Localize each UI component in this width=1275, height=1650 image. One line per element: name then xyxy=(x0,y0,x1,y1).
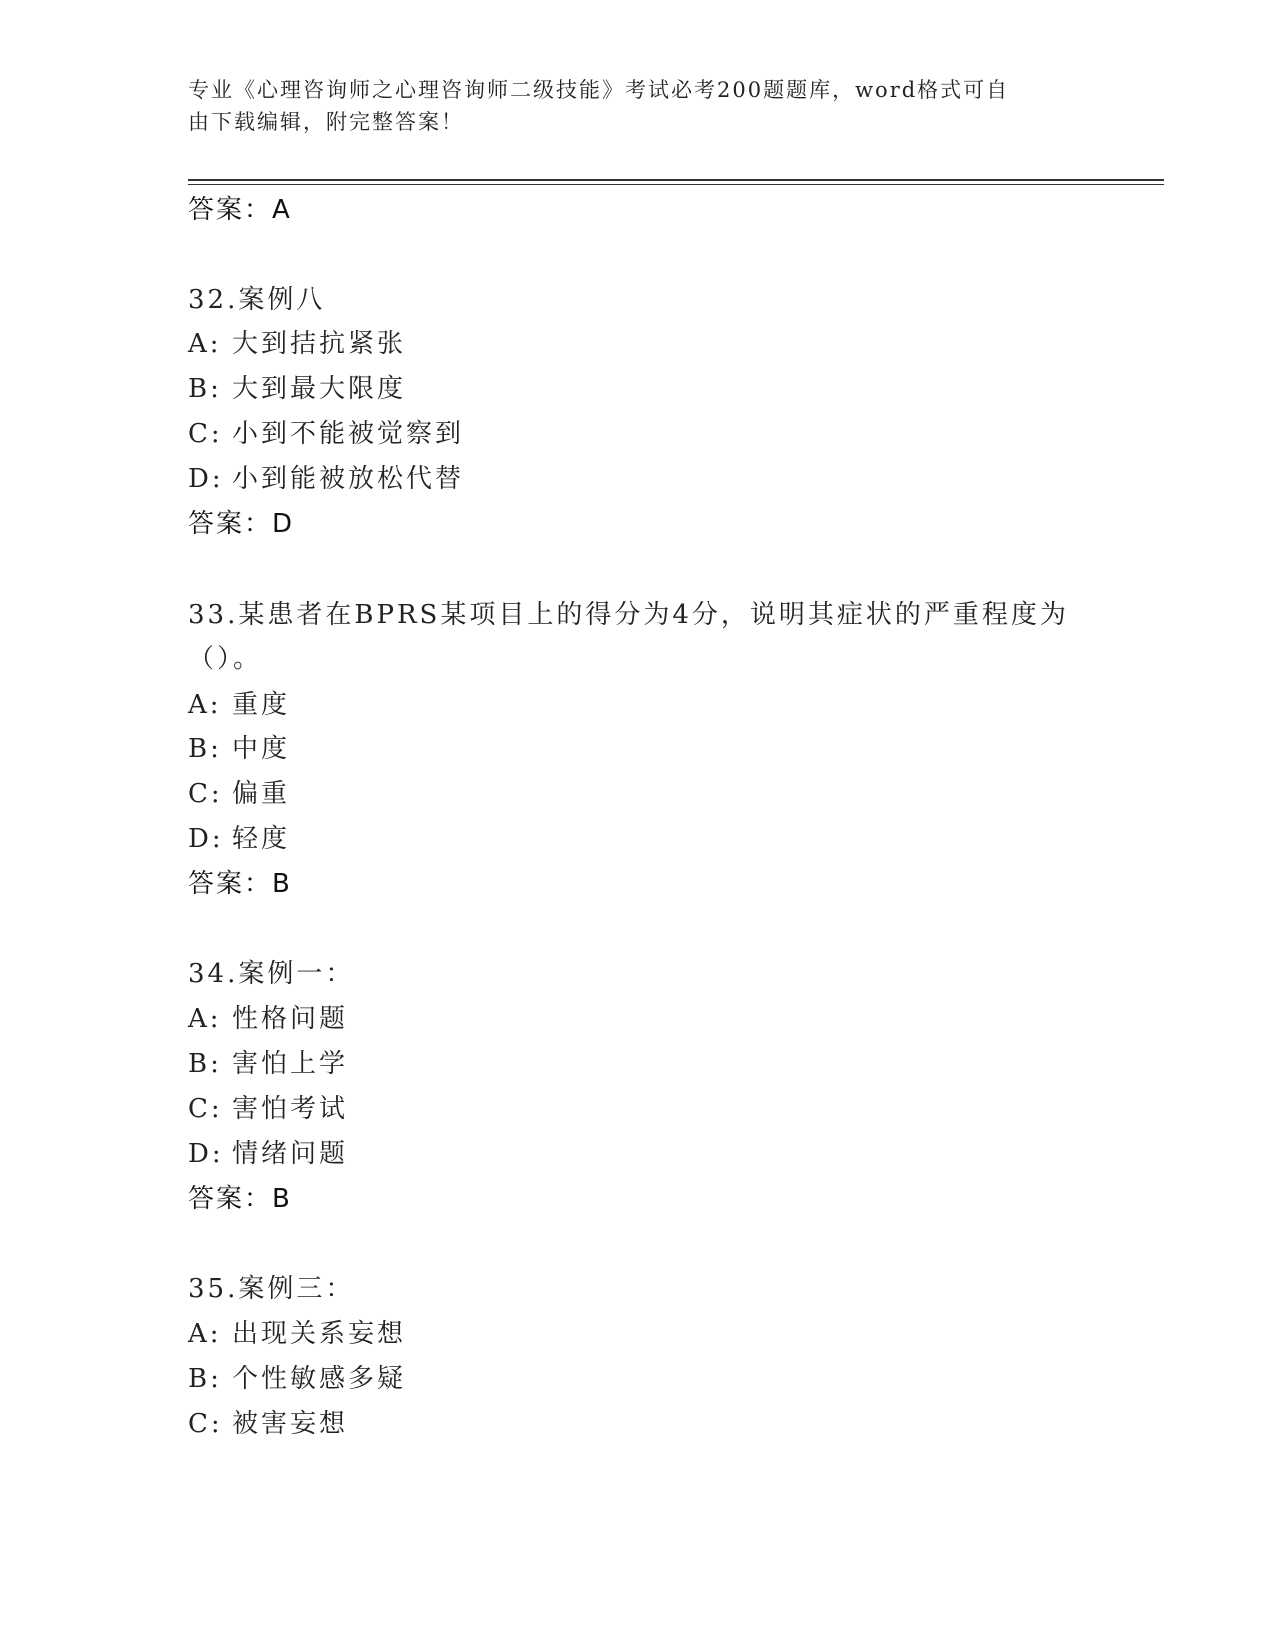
question-32-option-d xyxy=(188,462,464,496)
question-34-option-d xyxy=(188,1137,348,1171)
option-label: D: xyxy=(188,464,224,494)
option-label: A: xyxy=(188,690,222,720)
answer-32: 答案：D xyxy=(188,509,295,539)
question-32-stem: 32.案例八 xyxy=(188,285,326,315)
option-text: 害怕考试 xyxy=(232,1094,349,1124)
header-line-1: 专业《心理咨询师之心理咨询师二级技能》考试必考200题题库，word格式可自 xyxy=(188,78,1010,102)
option-text: 个性敏感多疑 xyxy=(232,1364,407,1394)
answer-33: 答案：B xyxy=(188,869,292,899)
option-text: 出现关系妄想 xyxy=(232,1319,407,1349)
option-label: C: xyxy=(188,1094,223,1124)
header-line-2: 由下载编辑，附完整答案！ xyxy=(188,110,464,134)
question-34-option-a xyxy=(188,1002,348,1036)
question-34-option-b xyxy=(188,1047,348,1081)
option-text: 小到不能被觉察到 xyxy=(232,419,465,449)
question-32-option-a xyxy=(188,327,406,361)
question-35-option-b xyxy=(188,1362,406,1396)
option-label: D: xyxy=(188,824,224,854)
option-text: 害怕上学 xyxy=(232,1049,349,1079)
question-33-option-c xyxy=(188,777,290,811)
question-32-option-c xyxy=(188,417,464,451)
option-label: A: xyxy=(188,1319,222,1349)
option-text: 小到能被放松代替 xyxy=(232,464,465,494)
question-34-option-c xyxy=(188,1092,348,1126)
option-label: C: xyxy=(188,1409,223,1439)
question-33-option-d xyxy=(188,822,290,856)
question-33-option-a xyxy=(188,688,290,722)
option-label: B: xyxy=(188,1049,222,1079)
option-text: 中度 xyxy=(232,734,291,764)
option-text: 大到拮抗紧张 xyxy=(232,329,407,359)
option-text: 轻度 xyxy=(232,824,291,854)
option-text: 偏重 xyxy=(232,779,291,809)
answer-31: 答案：A xyxy=(188,195,292,225)
option-label: B: xyxy=(188,1364,222,1394)
question-33-stem-line-1: 33.某患者在BPRS某项目上的得分为4分，说明其症状的严重程度为 xyxy=(188,600,1069,630)
option-text: 情绪问题 xyxy=(232,1139,349,1169)
option-label: C: xyxy=(188,779,223,809)
option-label: D: xyxy=(188,1139,224,1169)
question-35-option-a xyxy=(188,1317,406,1351)
option-text: 性格问题 xyxy=(232,1004,349,1034)
question-32-option-b xyxy=(188,372,406,406)
question-35-stem: 35.案例三： xyxy=(188,1274,355,1304)
header-divider-thin xyxy=(188,184,1164,185)
option-label: A: xyxy=(188,1004,222,1034)
option-label: C: xyxy=(188,419,223,449)
option-label: B: xyxy=(188,374,222,404)
header-divider xyxy=(188,179,1164,181)
option-text: 重度 xyxy=(232,690,291,720)
question-33-stem-line-2: （）。 xyxy=(188,644,263,674)
document-header xyxy=(188,74,1068,138)
option-label: A: xyxy=(188,329,222,359)
question-35-option-c xyxy=(188,1407,348,1441)
question-33-option-b xyxy=(188,732,290,766)
answer-34: 答案：B xyxy=(188,1184,292,1214)
question-34-stem: 34.案例一： xyxy=(188,959,355,989)
option-text: 大到最大限度 xyxy=(232,374,407,404)
option-text: 被害妄想 xyxy=(232,1409,349,1439)
option-label: B: xyxy=(188,734,222,764)
